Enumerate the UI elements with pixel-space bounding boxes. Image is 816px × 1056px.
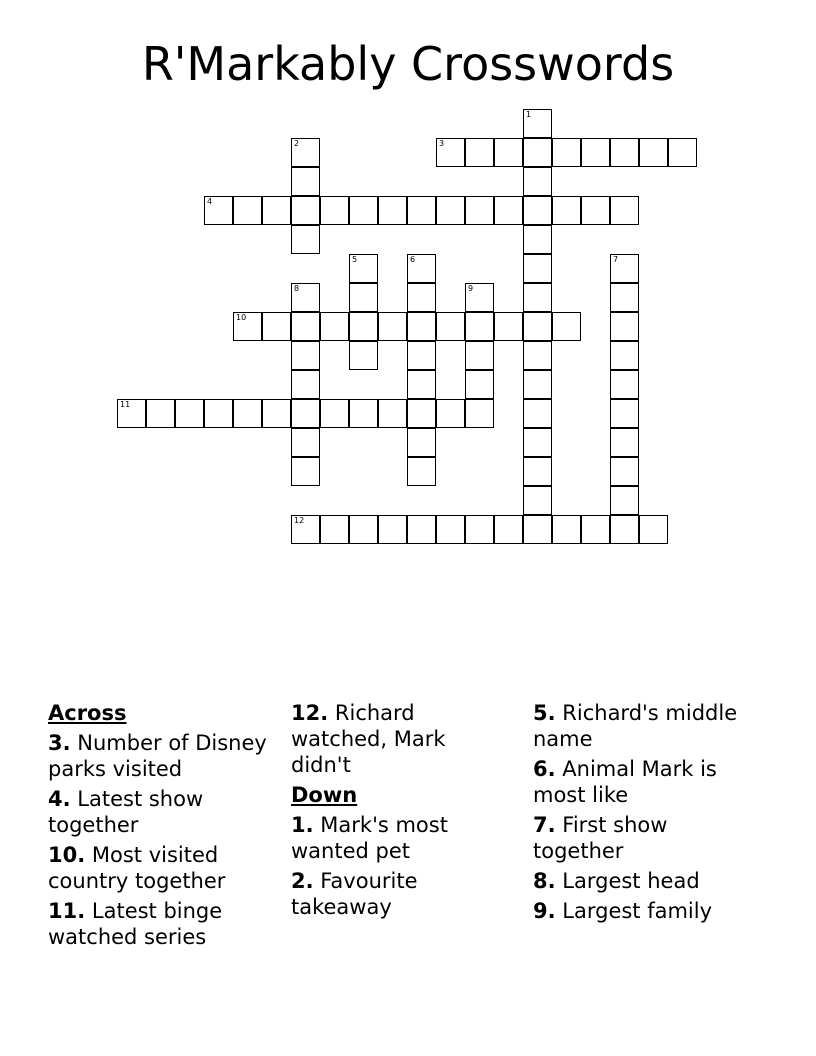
cell-number: 6 [410,255,416,264]
grid-cell[interactable] [204,399,233,428]
grid-cell[interactable] [436,196,465,225]
grid-cell[interactable] [610,515,639,544]
grid-cell[interactable] [523,138,552,167]
clue-across-10: 10. Most visited country together [48,843,226,893]
grid-cell[interactable] [291,167,320,196]
grid-cell[interactable] [639,138,668,167]
grid-cell[interactable] [117,399,146,428]
grid-cell[interactable] [349,312,378,341]
grid-cell[interactable] [552,196,581,225]
grid-cell[interactable] [262,312,291,341]
grid-cell[interactable] [610,457,639,486]
grid-cell[interactable] [552,138,581,167]
grid-cell[interactable] [523,428,552,457]
grid-cell[interactable] [465,399,494,428]
grid-cell[interactable] [407,370,436,399]
grid-cell[interactable] [465,341,494,370]
cell-number: 11 [120,400,131,409]
clue-across-12: 12. Richard watched, Mark didn't [291,701,446,777]
grid-cell[interactable] [291,515,320,544]
grid-cell[interactable] [291,225,320,254]
grid-cell[interactable] [291,283,320,312]
cell-number: 10 [236,313,247,322]
grid-cell[interactable] [349,341,378,370]
grid-cell[interactable] [523,167,552,196]
cell-number: 4 [207,197,213,206]
grid-cell[interactable] [291,341,320,370]
cell-number: 3 [439,139,445,148]
grid-cell[interactable] [349,283,378,312]
grid-cell[interactable] [291,457,320,486]
clues-column-1 [48,700,288,954]
grid-cell[interactable] [610,370,639,399]
grid-cell[interactable] [523,486,552,515]
grid-cell[interactable] [291,399,320,428]
grid-cell[interactable] [291,196,320,225]
grid-cell[interactable] [581,515,610,544]
grid-cell[interactable] [610,312,639,341]
grid-cell[interactable] [523,254,552,283]
grid-cell[interactable] [436,515,465,544]
cell-number: 1 [526,110,532,119]
grid-cell[interactable] [349,399,378,428]
grid-cell[interactable] [610,196,639,225]
clues-column-3 [533,700,753,928]
clue-across-4: 4. Latest show together [48,787,204,837]
clue-down-9: 9. Largest family [533,899,713,923]
grid-cell[interactable] [233,196,262,225]
grid-cell[interactable] [523,312,552,341]
cell-number: 7 [613,255,619,264]
grid-cell[interactable] [436,399,465,428]
grid-cell[interactable] [494,196,523,225]
down-heading: Down [291,783,358,807]
clue-down-7: 7. First show together [533,813,668,863]
grid-cell[interactable] [610,254,639,283]
grid-cell[interactable] [610,138,639,167]
grid-cell[interactable] [494,515,523,544]
grid-cell[interactable] [204,196,233,225]
grid-cell[interactable] [465,312,494,341]
cell-number: 8 [294,284,300,293]
grid-cell[interactable] [291,428,320,457]
grid-cell[interactable] [523,370,552,399]
grid-cell[interactable] [494,138,523,167]
cell-number: 12 [294,516,305,525]
grid-cell[interactable] [581,138,610,167]
grid-cell[interactable] [378,515,407,544]
grid-cell[interactable] [610,428,639,457]
grid-cell[interactable] [407,341,436,370]
grid-cell[interactable] [320,312,349,341]
grid-cell[interactable] [262,399,291,428]
grid-cell[interactable] [407,428,436,457]
grid-cell[interactable] [233,399,262,428]
across-heading: Across [48,701,127,725]
grid-cell[interactable] [523,196,552,225]
grid-cell[interactable] [320,399,349,428]
clue-across-11: 11. Latest binge watched series [48,899,223,949]
clue-down-1: 1. Mark's most wanted pet [291,813,448,863]
cell-number: 9 [468,284,474,293]
grid-cell[interactable] [146,399,175,428]
grid-cell[interactable] [320,196,349,225]
grid-cell[interactable] [378,196,407,225]
grid-cell[interactable] [407,515,436,544]
grid-cell[interactable] [407,312,436,341]
grid-cell[interactable] [291,312,320,341]
clues-column-2 [291,700,491,924]
clue-down-6: 6. Animal Mark is most like [533,757,717,807]
grid-cell[interactable] [523,283,552,312]
grid-cell[interactable] [610,399,639,428]
grid-cell[interactable] [378,312,407,341]
grid-cell[interactable] [552,515,581,544]
clue-down-5: 5. Richard's middle name [533,701,738,751]
grid-cell[interactable] [610,486,639,515]
cell-number: 2 [294,139,300,148]
grid-cell[interactable] [523,515,552,544]
clue-across-3: 3. Number of Disney parks visited [48,731,267,781]
clue-down-8: 8. Largest head [533,869,700,893]
grid-cell[interactable] [465,515,494,544]
grid-cell[interactable] [523,109,552,138]
grid-cell[interactable] [320,515,349,544]
grid-cell[interactable] [407,196,436,225]
clue-down-2: 2. Favourite takeaway [291,869,418,919]
grid-cell[interactable] [407,457,436,486]
grid-cell[interactable] [407,254,436,283]
grid-cell[interactable] [407,399,436,428]
grid-cell[interactable] [407,283,436,312]
grid-cell[interactable] [523,399,552,428]
grid-cell[interactable] [552,312,581,341]
grid-cell[interactable] [465,138,494,167]
grid-cell[interactable] [465,196,494,225]
grid-cell[interactable] [465,283,494,312]
grid-cell[interactable] [436,138,465,167]
grid-cell[interactable] [668,138,697,167]
grid-cell[interactable] [523,225,552,254]
grid-cell[interactable] [436,312,465,341]
grid-cell[interactable] [523,341,552,370]
grid-cell[interactable] [494,312,523,341]
grid-cell[interactable] [465,370,494,399]
grid-cell[interactable] [639,515,668,544]
grid-cell[interactable] [291,370,320,399]
grid-cell[interactable] [233,312,262,341]
grid-cell[interactable] [349,196,378,225]
grid-cell[interactable] [610,283,639,312]
grid-cell[interactable] [291,138,320,167]
page-title: R'Markably Crosswords [141,37,675,91]
grid-cell[interactable] [262,196,291,225]
grid-cell[interactable] [175,399,204,428]
cell-number: 5 [352,255,358,264]
grid-cell[interactable] [349,515,378,544]
grid-cell[interactable] [349,254,378,283]
grid-cell[interactable] [610,341,639,370]
grid-cell[interactable] [581,196,610,225]
grid-cell[interactable] [523,457,552,486]
grid-cell[interactable] [378,399,407,428]
